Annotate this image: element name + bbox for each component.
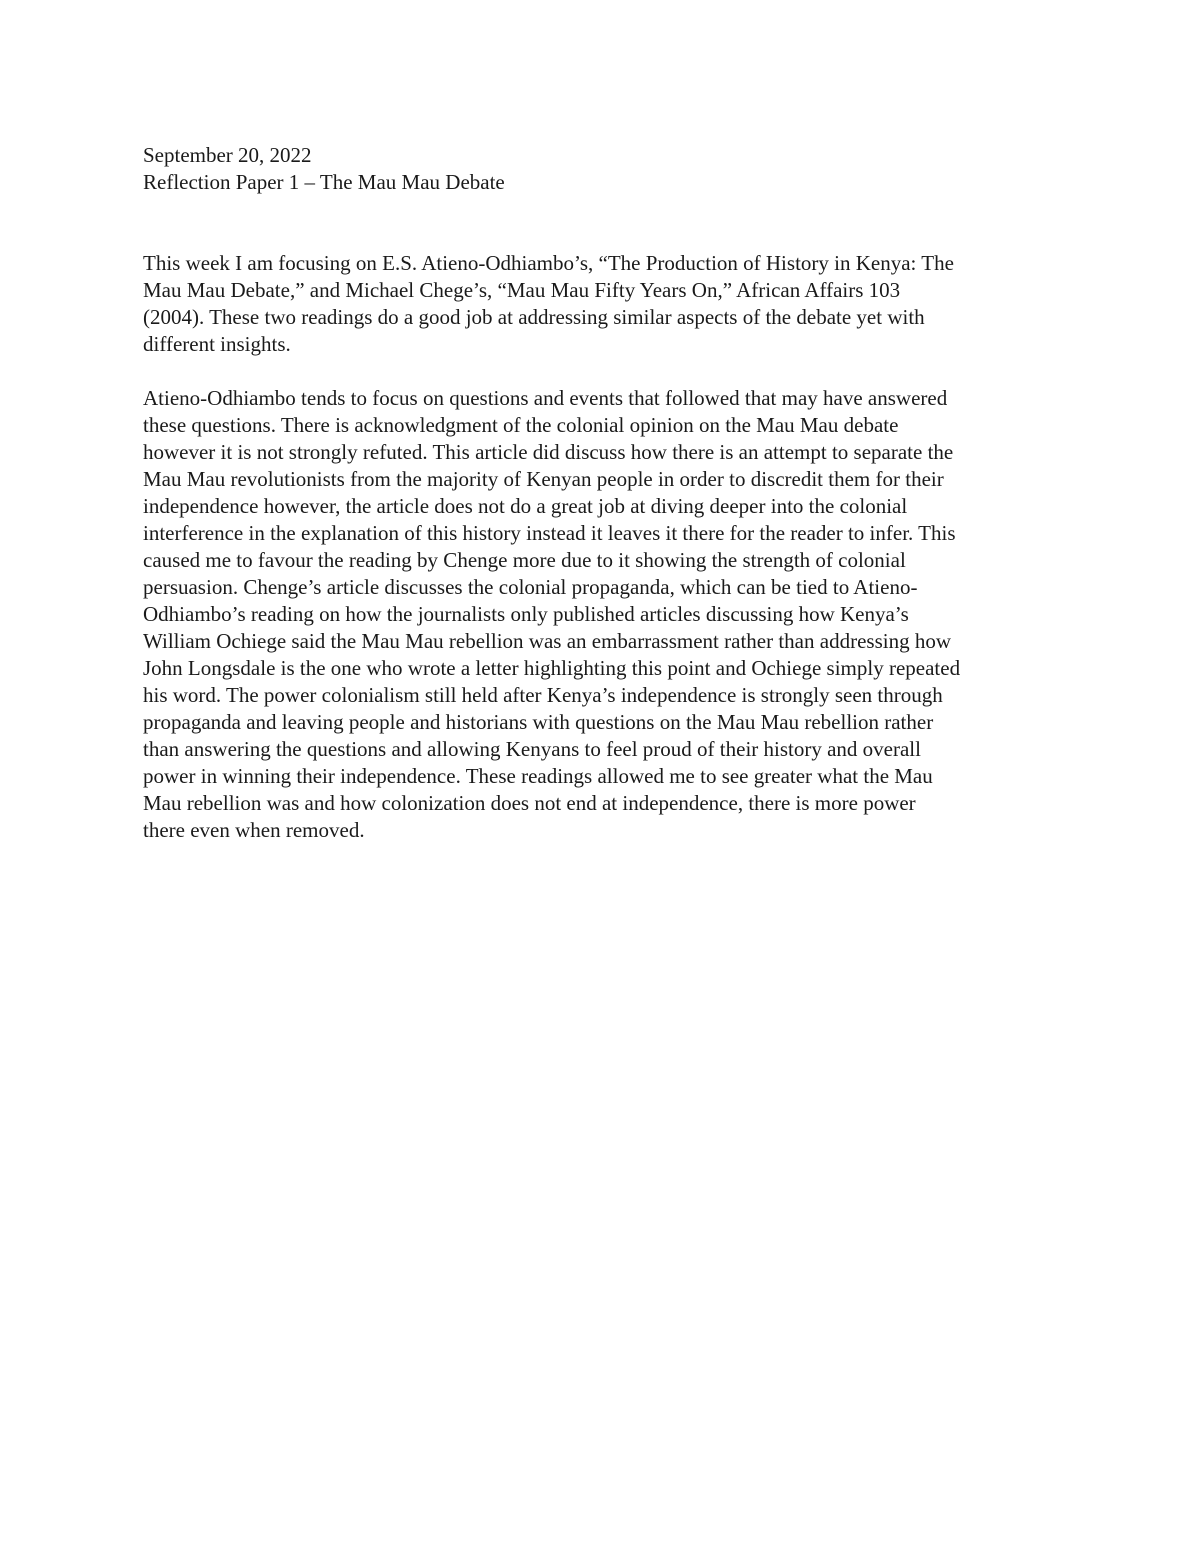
paragraph-line: different insights. [143, 332, 291, 356]
paragraph-line: Mau Mau revolutionists from the majority of Kenyan people in order to discredit them for their [143, 467, 944, 491]
paragraph-line: persuasion. Chenge’s article discusses the colonial propaganda, which can be tied to Atieno- [143, 575, 918, 599]
document-title: Reflection Paper 1 – The Mau Mau Debate [143, 170, 505, 194]
paragraph-line: Mau rebellion was and how colonization does not end at independence, there is more power [143, 791, 916, 815]
paragraph-line: John Longsdale is the one who wrote a letter highlighting this point and Ochiege simply repeated [143, 656, 961, 680]
paragraph-line: there even when removed. [143, 818, 365, 842]
paragraph-line: however it is not strongly refuted. This article did discuss how there is an attempt to separate the [143, 440, 954, 464]
header-spacing [143, 196, 1063, 250]
paragraph-line: This week I am focusing on E.S. Atieno-Odhiambo’s, “The Production of History in Kenya: The [143, 251, 954, 275]
paragraph-line: than answering the questions and allowing Kenyans to feel proud of their history and overall [143, 737, 921, 761]
paragraph-analysis [143, 385, 1063, 844]
paragraph-line: William Ochiege said the Mau Mau rebellion was an embarrassment rather than addressing how [143, 629, 951, 653]
document-date: September 20, 2022 [143, 143, 312, 167]
paragraph-line: Odhiambo’s reading on how the journalists only published articles discussing how Kenya’s [143, 602, 909, 626]
paragraph-line: Atieno-Odhiambo tends to focus on questions and events that followed that may have answered [143, 386, 948, 410]
paragraph-line: (2004). These two readings do a good job at addressing similar aspects of the debate yet with [143, 305, 925, 329]
paragraph-line: interference in the explanation of this history instead it leaves it there for the reader to infer. This [143, 521, 956, 545]
document-page [143, 142, 1063, 871]
paragraph-line: these questions. There is acknowledgment of the colonial opinion on the Mau Mau debate [143, 413, 899, 437]
paragraph-line: propaganda and leaving people and historians with questions on the Mau Mau rebellion rather [143, 710, 934, 734]
paragraph-line: his word. The power colonialism still held after Kenya’s independence is strongly seen through [143, 683, 943, 707]
paragraph-line: independence however, the article does not do a great job at diving deeper into the colonial [143, 494, 908, 518]
paragraph-intro [143, 250, 1063, 358]
paragraph-line: caused me to favour the reading by Chenge more due to it showing the strength of colonial [143, 548, 906, 572]
paragraph-line: power in winning their independence. These readings allowed me to see greater what the Mau [143, 764, 933, 788]
paragraph-line: Mau Mau Debate,” and Michael Chege’s, “Mau Mau Fifty Years On,” African Affairs 103 [143, 278, 901, 302]
